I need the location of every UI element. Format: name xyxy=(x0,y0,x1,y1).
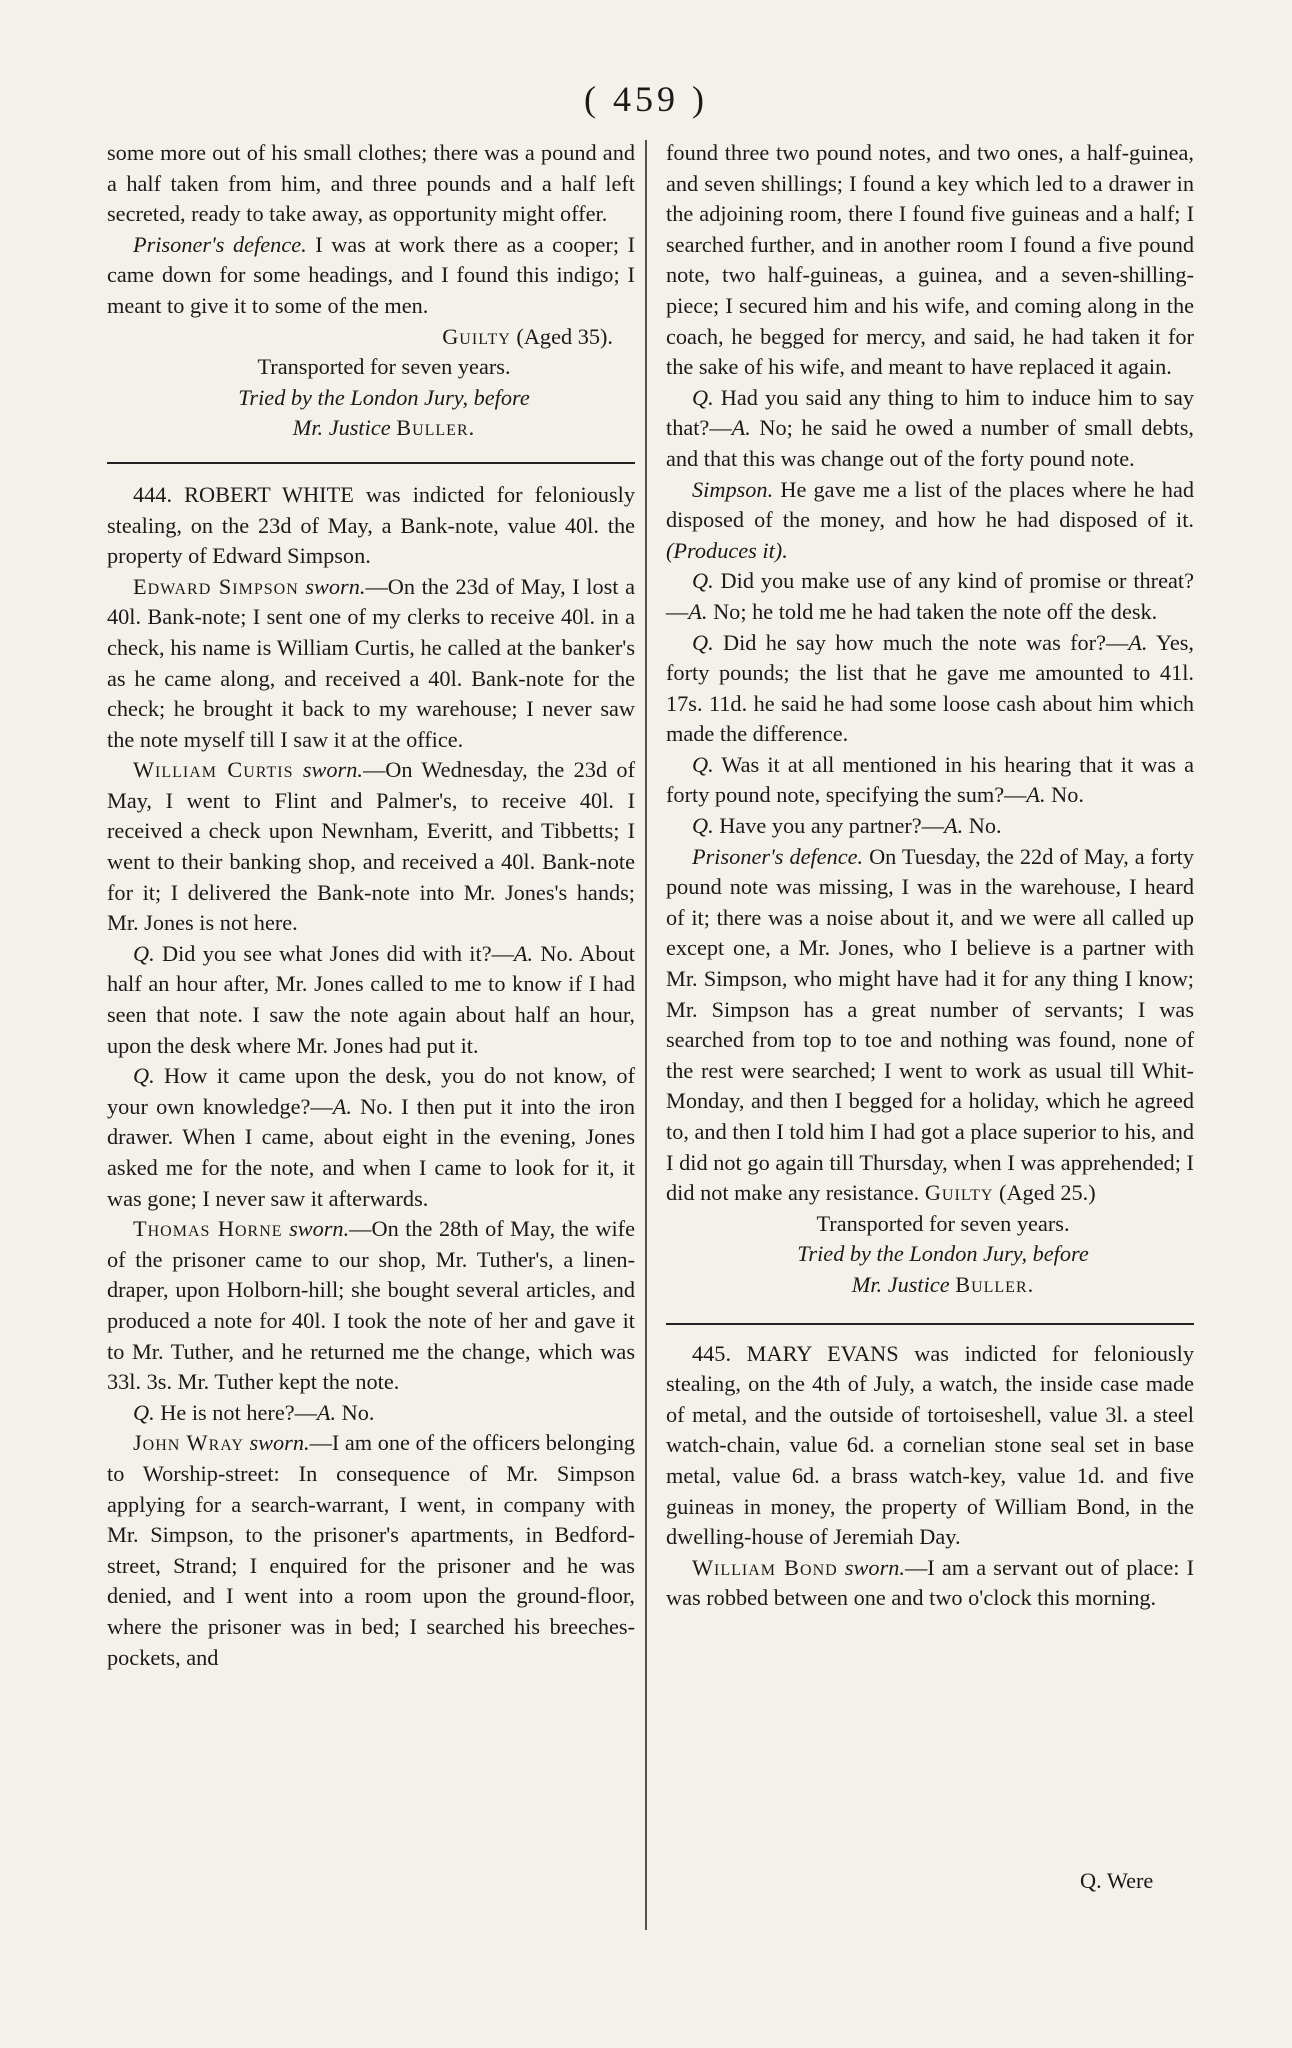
sentence: Transported for seven years. xyxy=(816,1210,1070,1236)
case-number: 444. xyxy=(133,481,173,507)
case-heading xyxy=(107,480,635,572)
speaker-label: Simpson. xyxy=(692,476,774,502)
q-text: He is not here?— xyxy=(154,1399,317,1425)
testimony-text: —I am a servant out of place: I was robbed between one and two o'clock this morning. xyxy=(666,1554,1195,1611)
a-text: No; he told me he had taken the note off the desk. xyxy=(707,598,1158,624)
q-mark: Q. xyxy=(133,940,155,966)
verdict-age: (Aged 35). xyxy=(510,323,613,349)
question xyxy=(666,566,1194,627)
sworn: sworn. xyxy=(305,573,366,599)
a-mark: A. xyxy=(688,598,708,624)
witness-name: William Bond xyxy=(692,1554,838,1580)
question xyxy=(666,811,1194,842)
a-text: No. About half an hour after, Mr. Jones called to me to know if I had seen that note. I saw the note again about half an hour, upon the desk where Mr. Jones had put it. xyxy=(107,940,635,1058)
right-column xyxy=(666,138,1194,1614)
q-mark: Q. xyxy=(692,751,714,777)
justice-name: Buller. xyxy=(396,415,476,441)
left-column xyxy=(107,138,635,1673)
a-mark: A. xyxy=(944,813,964,839)
witness-name: Thomas Horne xyxy=(133,1216,283,1242)
testimony xyxy=(107,1428,635,1673)
testimony xyxy=(666,1553,1194,1614)
testimony xyxy=(107,1214,635,1398)
defence-text: On Tuesday, the 22d of May, a forty pound note was missing, I was in the warehouse, I heard of it; there was a noise about it, and we were all called up except one, a Mr. Jones, who I believe is a partner with Mr. Simpson, who might have had it for any thing I know; Mr. Simpson has a great number of servants; I was searched from top to toe and nothing was found, none of the rest were searched; I went to work as usual till Whit-Monday, and then I begged for a holiday, which he agreed to, and then I told him I had got a place superior to his, and I did not go again till Thursday, when I was apprehended; I did not make any resistance. xyxy=(666,843,1195,1206)
verdict-label: Guilty xyxy=(924,1180,994,1206)
testimony-text: —On the 23d of May, I lost a 40l. Bank-note; I sent one of my clerks to receive 40l. in a check, his name is William Curtis, he called at the banker's as he came along, and received a 40l. Bank-note for the check; he brought it back to my warehouse; I never saw the note myself till I saw it at the office. xyxy=(107,573,635,752)
question xyxy=(107,1398,635,1429)
testimony-text: —On the 28th of May, the wife of the prisoner came to our shop, Mr. Tuther's, a linen-draper, upon Holborn-hill; she bought several articles, and produced a note for 40l. I took the note of her and gave it to Mr. Tuther, and he returned me the change, which was 33l. 3s. Mr. Tuther kept the note. xyxy=(107,1216,635,1395)
q-text: Was it at all mentioned in his hearing that it was a forty pound note, specifying the sum?— xyxy=(666,751,1194,808)
testimony-text: He gave me a list of the places where he had disposed of the money, and how he had disposed of it. xyxy=(666,476,1194,533)
paragraph: found three two pound notes, and two ones, a half-guinea, and seven shillings; I found a key which led to a drawer in the adjoining room, there I found five guineas and a half; I searched further, and in another room I found a five pound note, two half-guineas, a guinea, and a seven-shilling-piece; I secured him and his wife, and coming along in the coach, he begged for mercy, and said, he had taken it for the sake of his wife, and meant to have replaced it again. xyxy=(666,140,1194,380)
produces-note: (Produces it). xyxy=(666,537,788,563)
testimony-text: —I am one of the officers belonging to Worship-street: In consequence of Mr. Simpson applying for a search-warrant, I went, in company with Mr. Simpson, to the prisoner's apartments, in Bedford-street, Strand; I enquired for the prisoner and he was denied, and I went into a room upon the ground-floor, where the prisoner was in bed; I searched his breeches-pockets, and xyxy=(107,1430,635,1670)
a-mark: A. xyxy=(316,1399,337,1425)
sworn: sworn. xyxy=(844,1554,905,1580)
justice xyxy=(666,1270,1194,1301)
testimony xyxy=(107,755,635,939)
q-mark: Q. xyxy=(133,1399,155,1425)
a-mark: A. xyxy=(1026,782,1046,808)
justice xyxy=(107,413,635,444)
section-rule xyxy=(107,462,635,464)
q-mark: Q. xyxy=(692,568,714,594)
case-text: was indicted for feloniously stealing, on the 4th of July, a watch, the inside case made of metal, and the outside of tortoiseshell, value 3l. a steel watch-chain, value 6d. a cornelian stone seal set in base metal, value 6d. a brass watch-key, value 1d. and five guineas in money, the property of William Bond, in the dwelling-house of Jeremiah Day. xyxy=(666,1340,1194,1550)
q-mark: Q. xyxy=(692,629,714,655)
prisoner-defence xyxy=(666,842,1194,1209)
case-defendant: ROBERT WHITE xyxy=(184,481,354,507)
q-text: Did you see what Jones did with it?— xyxy=(154,940,514,966)
page-number: ( 459 ) xyxy=(584,79,708,119)
question xyxy=(107,939,635,1061)
case-number: 445. xyxy=(692,1340,732,1366)
sentence: Transported for seven years. xyxy=(257,354,511,380)
a-text: No. xyxy=(1045,782,1085,808)
question xyxy=(666,383,1194,475)
a-text: No; he said he owed a number of small debts, and that this was change out of the forty pound note. xyxy=(666,415,1194,471)
q-text: Did you make use of any kind of promise or threat?— xyxy=(666,568,1194,624)
testimony xyxy=(666,475,1194,567)
justice-prefix: Mr. Justice xyxy=(292,415,391,441)
justice-name: Buller. xyxy=(955,1271,1035,1297)
verdict-label: Guilty xyxy=(442,323,511,349)
question xyxy=(107,1061,635,1214)
sworn: sworn. xyxy=(302,757,363,783)
q-mark: Q. xyxy=(133,1063,155,1089)
prisoner-defence xyxy=(107,230,635,322)
defence-label: Prisoner's defence. xyxy=(133,231,307,257)
witness-name: Edward Simpson xyxy=(133,573,299,599)
paragraph: some more out of his small clothes; there was a pound and a half taken from him, and three pounds and a half left secreted, ready to take away, as opportunity might offer. xyxy=(107,140,635,227)
q-text: Had you said any thing to him to induce him to say that?— xyxy=(666,384,1194,441)
tried-by: Tried by the London Jury, before xyxy=(238,384,530,410)
testimony xyxy=(107,572,635,756)
a-mark: A. xyxy=(1128,629,1148,655)
a-text: Yes, forty pounds; the list that he gave me amounted to 41l. 17s. 11d. he said he had some loose cash about him which made the difference. xyxy=(666,629,1195,747)
question xyxy=(666,628,1194,750)
a-mark: A. xyxy=(332,1093,352,1119)
defence-text: I was at work there as a cooper; I came down for some headings, and I found this indigo; I meant to give it to some of the men. xyxy=(107,231,636,318)
a-text: No. xyxy=(336,1399,375,1425)
defence-label: Prisoner's defence. xyxy=(692,843,864,869)
case-defendant: MARY EVANS xyxy=(746,1340,899,1366)
a-text: No. xyxy=(963,813,1002,839)
case-text: was indicted for feloniously stealing, on the 23d of May, a Bank-note, value 40l. the property of Edward Simpson. xyxy=(107,481,636,569)
a-text: No. I then put it into the iron drawer. When I came, about eight in the evening, Jones asked me for the note, and when I came to look for it, it was gone; I never saw it afterwards. xyxy=(107,1093,635,1211)
catchword: Q. Were xyxy=(1080,1868,1154,1893)
q-text: Did he say how much the note was for?— xyxy=(713,629,1129,655)
witness-name: William Curtis xyxy=(133,757,294,783)
q-mark: Q. xyxy=(692,813,714,839)
justice-prefix: Mr. Justice xyxy=(851,1271,950,1297)
q-text: Have you any partner?— xyxy=(713,813,944,839)
column-divider xyxy=(645,140,647,1930)
verdict-age: (Aged 25.) xyxy=(993,1180,1096,1206)
tried-by: Tried by the London Jury, before xyxy=(797,1241,1089,1267)
testimony-text: —On Wednesday, the 23d of May, I went to Flint and Palmer's, to receive 40l. I received a check upon Newnham, Everitt, and Tibbetts; I went to their banking shop, and received a 40l. Bank-note for it; I delivered the Bank-note into Mr. Jones's hands; Mr. Jones is not here. xyxy=(107,757,635,936)
question xyxy=(666,750,1194,811)
q-text: How it came upon the desk, you do not know, of your own knowledge?— xyxy=(107,1063,635,1119)
sworn: sworn. xyxy=(289,1216,350,1242)
sworn: sworn. xyxy=(249,1430,310,1456)
witness-name: John Wray xyxy=(133,1430,244,1456)
a-mark: A. xyxy=(731,415,751,441)
a-mark: A. xyxy=(513,940,534,966)
section-rule xyxy=(666,1323,1194,1325)
case-heading xyxy=(666,1339,1194,1553)
q-mark: Q. xyxy=(692,384,714,410)
verdict xyxy=(107,322,635,353)
